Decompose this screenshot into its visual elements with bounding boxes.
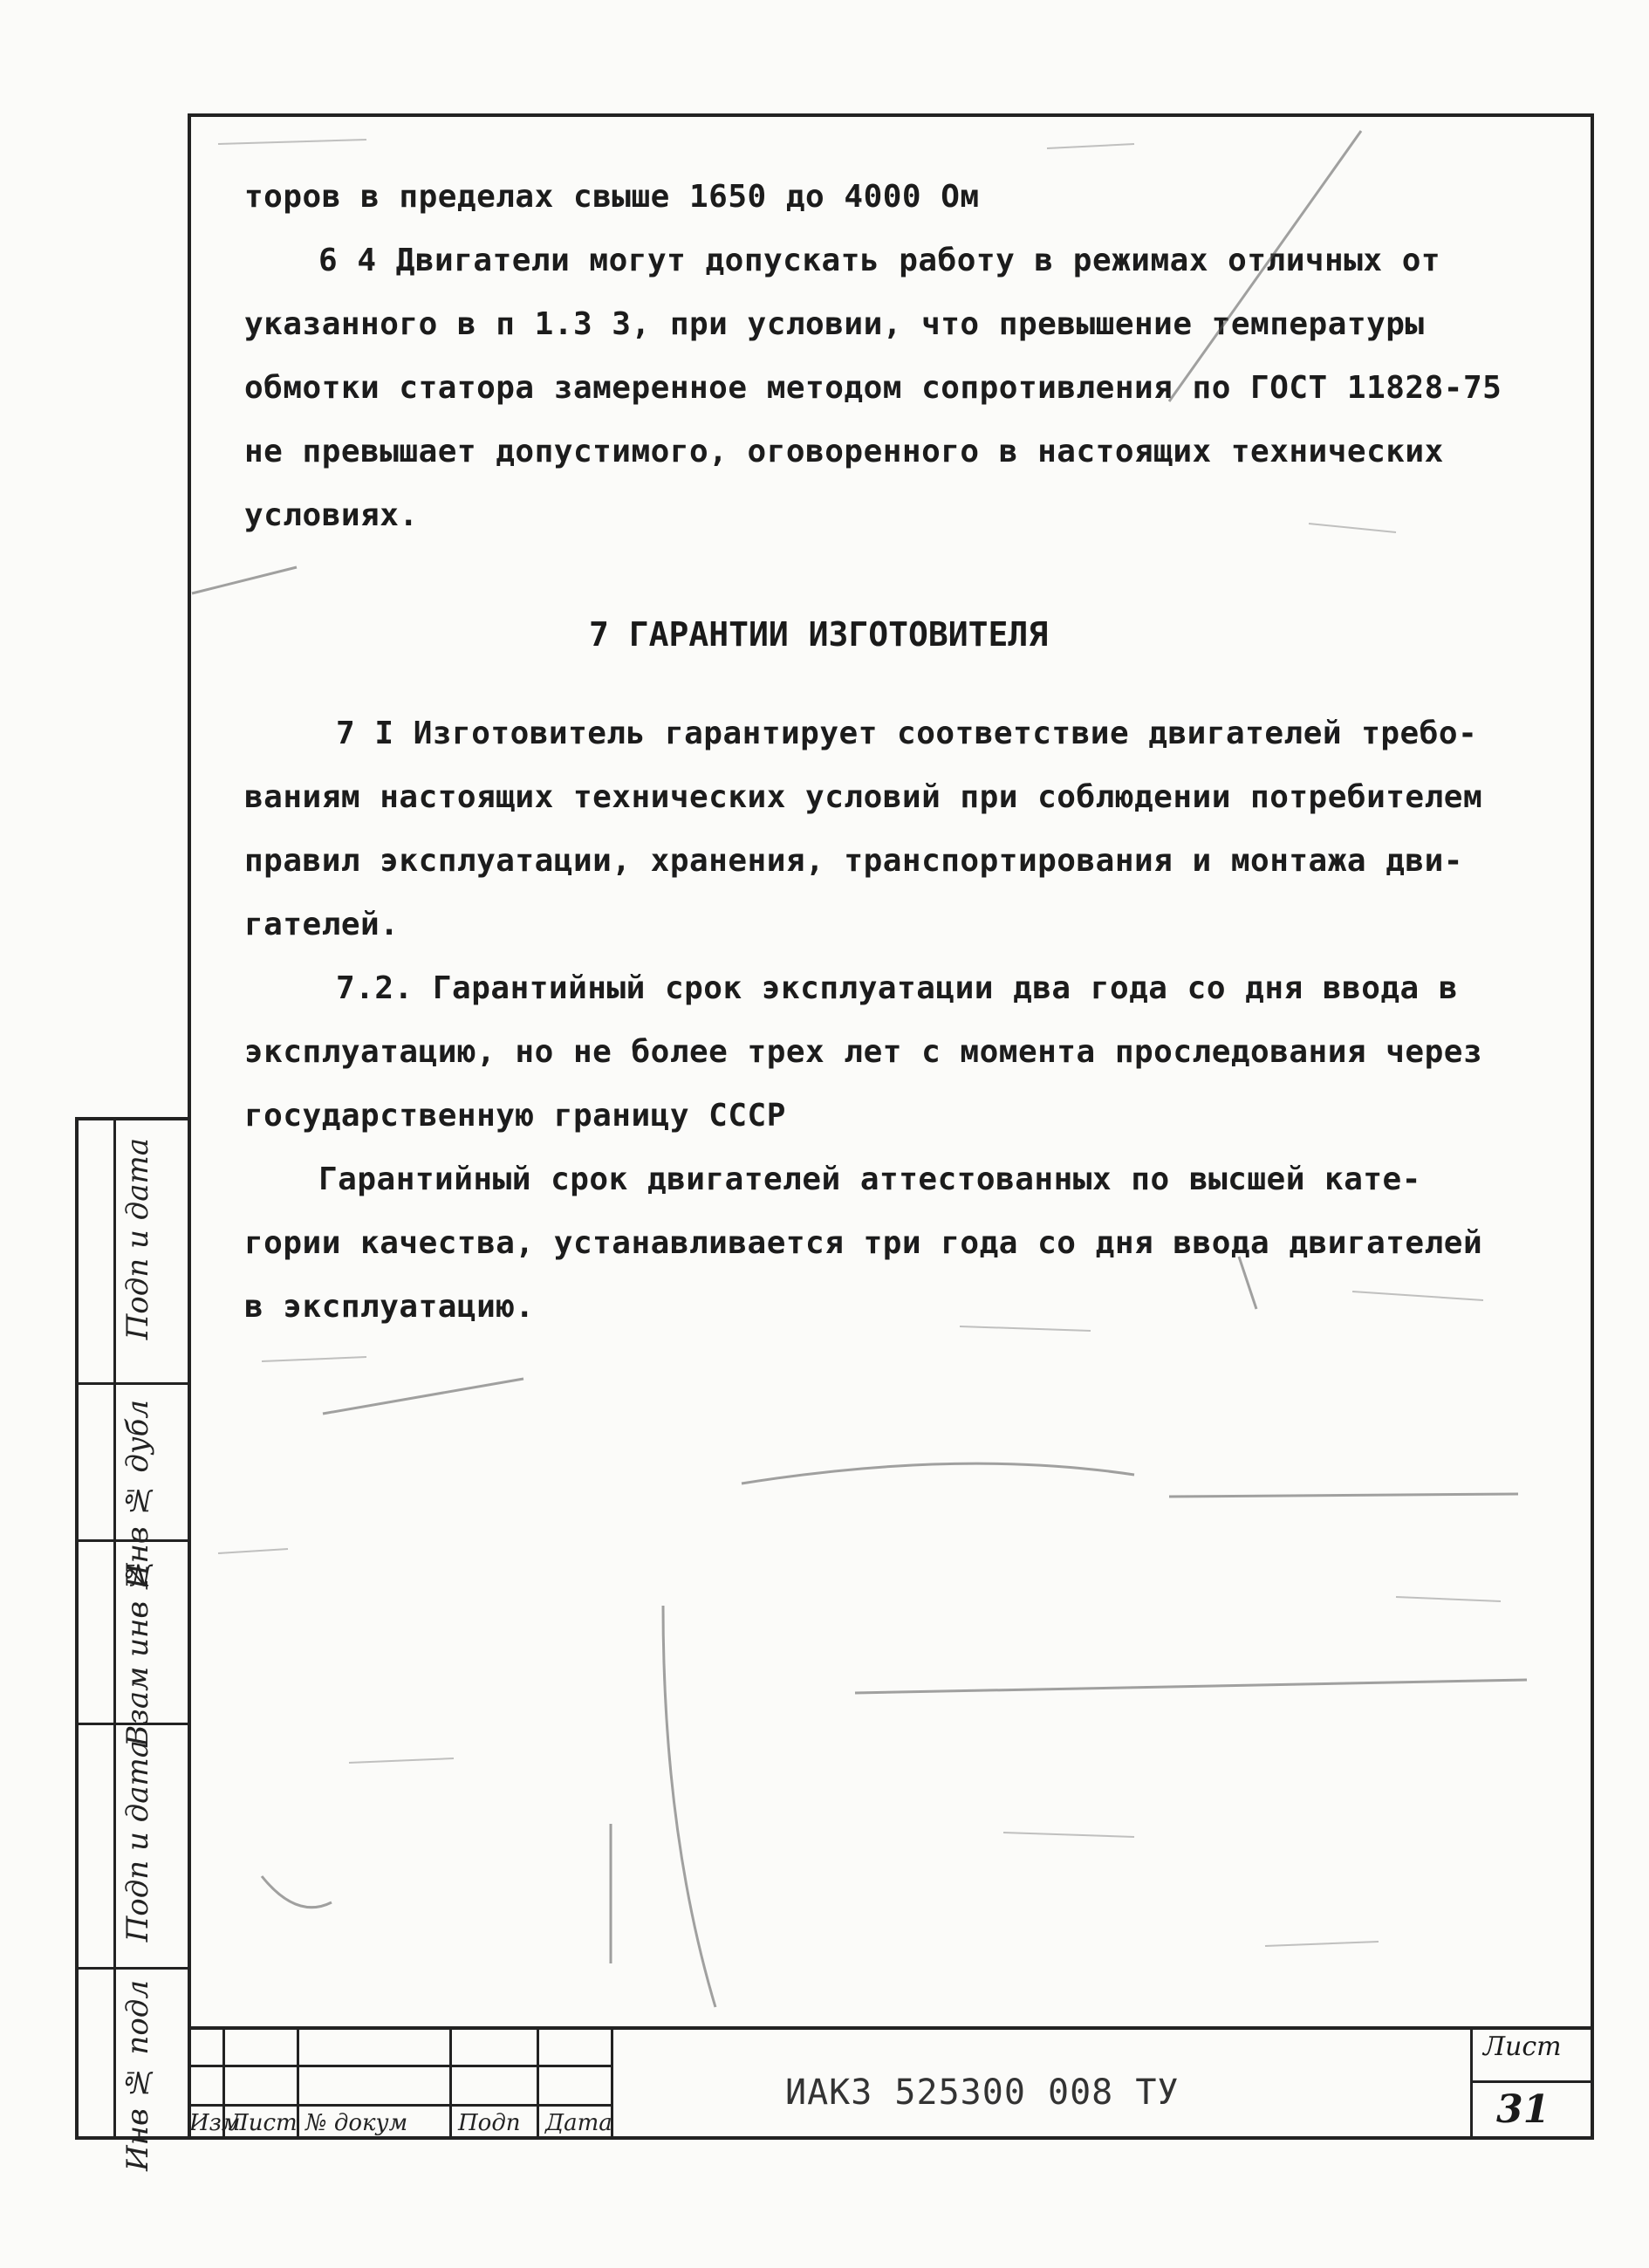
paragraph-line: условиях.: [244, 497, 419, 533]
title-block-divider: [1470, 2030, 1473, 2140]
column-label-date: Дата: [545, 2110, 612, 2136]
strip-row-divider: [79, 1967, 188, 1970]
strip-label: Инв № дубл: [120, 1400, 155, 1590]
column-label-sheet: Лист: [229, 2110, 298, 2136]
paragraph-line: Гарантийный срок двигателей аттестованных по высшей кате-: [318, 1161, 1421, 1197]
paragraph-line: 6 4 Двигатели могут допускать работу в режимах отличных от: [318, 243, 1441, 278]
column-label-change: Изм: [189, 2110, 241, 2136]
paragraph-line: обмотки статора замеренное методом сопротивления по ГОСТ 11828-75: [244, 370, 1502, 406]
title-block-divider: [188, 2065, 611, 2067]
strip-label: Подп и дата: [120, 1138, 155, 1340]
paragraph-line: государственную границу СССР: [244, 1098, 786, 1134]
strip-label: Взам инв №: [120, 1557, 155, 1747]
paragraph-line: 7 I Изготовитель гарантирует соответствие двигателей требо-: [336, 716, 1478, 751]
paragraph-line: 7.2. Гарантийный срок эксплуатации два года со дня ввода в: [336, 970, 1459, 1006]
paragraph-line: указанного в п 1.3 3, при условии, что превышение температуры: [244, 306, 1425, 342]
strip-label: Подп и дата: [120, 1740, 155, 1943]
sheet-number: 31: [1496, 2087, 1550, 2132]
column-label-signature: Подп: [458, 2110, 521, 2136]
paragraph-line: правил эксплуатации, хранения, транспортирования и монтажа дви-: [244, 843, 1463, 879]
paragraph-line: в эксплуатацию.: [244, 1289, 535, 1325]
document-code: ИАКЗ 525300 008 ТУ: [785, 2073, 1180, 2113]
paragraph-line: эксплуатацию, но не более трех лет с момента проследования через: [244, 1034, 1483, 1070]
section-heading: 7 ГАРАНТИИ ИЗГОТОВИТЕЛЯ: [589, 615, 1049, 654]
paragraph-line: ваниям настоящих технических условий при соблюдении потребителем: [244, 779, 1483, 815]
column-label-doc-number: № докум: [305, 2110, 408, 2136]
binding-strip: [75, 1117, 188, 2172]
strip-divider: [113, 1120, 116, 2136]
paragraph-line: гории качества, устанавливается три года со дня ввода двигателей: [244, 1225, 1483, 1261]
title-block-divider: [537, 2030, 539, 2140]
sheet-label: Лист: [1483, 2032, 1562, 2062]
paragraph-line: не превышает допустимого, оговоренного в настоящих технических: [244, 434, 1444, 469]
paragraph-line: торов в пределах свыше 1650 до 4000 Ом: [244, 179, 980, 215]
strip-label: Инв № подл: [120, 1980, 155, 2172]
paragraph-line: гателей.: [244, 907, 400, 942]
title-block-divider: [449, 2030, 452, 2140]
title-block-divider: [188, 2104, 611, 2107]
strip-row-divider: [79, 1382, 188, 1385]
title-block-divider: [1470, 2080, 1594, 2083]
